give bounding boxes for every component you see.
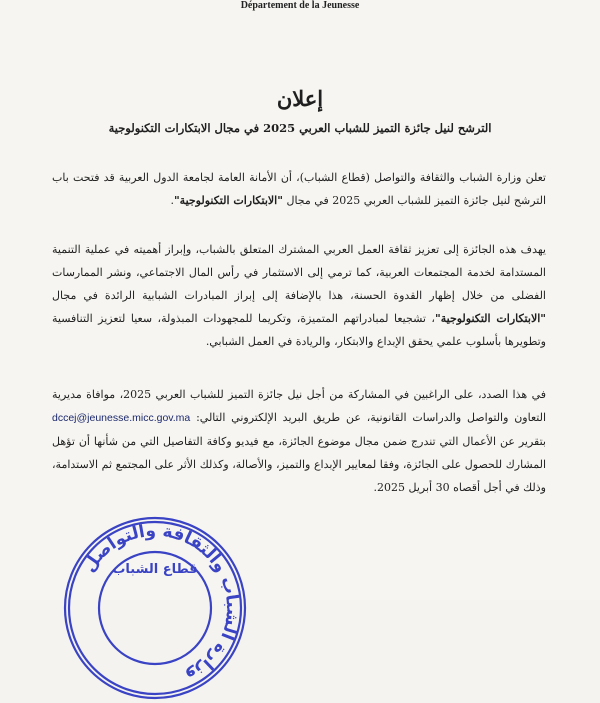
paragraph-application-text: في هذا الصدد، على الراغبين في المشاركة من أجل نيل جائزة التميز للشباب العربي 2025، موافاة مديرية التعاون والتواصل والدراسات القانونية، عن طريق البريد الإلكتروني التالي: [52, 388, 546, 424]
paragraph-objectives-end: ، تشجيعا لمبادراتهم المتميزة، وتكريما للمجهودات المبذولة، سعيا لتعزيز التنافسية وتطويرها بأسلوب علمي يحقق الإبداع والابتكار، والريادة في العمل الشبابي. [52, 312, 546, 348]
department-header: Département de la Jeunesse [240, 0, 360, 11]
announcement-subtitle: الترشح لنيل جائزة التميز للشباب العربي 2025 في مجال الابتكارات التكنولوجية [108, 121, 492, 135]
stamp-outer-ring [65, 518, 245, 698]
stamp-ring-textpath: وزارة الشباب والثقافة والتواصل [79, 520, 243, 687]
paragraph-objectives [52, 238, 546, 353]
paragraph-application-end: بتقرير عن الأعمال التي تندرج ضمن مجال موضوع الجائزة، مع فيديو وكافة التفاصيل التي من شأنها أن تؤهل المشارك للحصول على الجائزة، وفقا لمعايير الإبداع والتميز، والأصالة، وكذلك الأثر على المجتمع ثم الاستدامة، وذلك في أجل أقصاه 30 أبريل 2025. [52, 435, 546, 494]
paragraph-objectives-text: يهدف هذه الجائزة إلى تعزيز ثقافة العمل العربي المشترك المتعلق بالشباب، وإبراز أهميته في عملية التنمية المستدامة لخدمة المجتمعات العربية، كما ترمي إلى الاستثمار في رأس المال الاجتماعي، ونشر الممارسات الفضلى من خلال إظهار القدوة الحسنة، هذا بالإضافة إلى إبراز المبادرات الشبابية الرائدة في مجال [52, 243, 546, 302]
paragraph-intro-end: . [170, 194, 174, 207]
paragraph-intro [52, 166, 546, 212]
stamp-center-text: قطاع الشباب [112, 562, 198, 577]
paragraph-intro-text: تعلن وزارة الشباب والثقافة والتواصل (قطاع الشباب)، أن الأمانة العامة لجامعة الدول العربية قد فتحت باب الترشح لنيل جائزة التميز للشباب العربي 2025 في مجال [52, 171, 546, 207]
official-stamp [60, 513, 250, 703]
email-link[interactable]: dccej@jeunesse.micc.gov.ma [52, 412, 191, 424]
announcement-title: إعلان [276, 86, 324, 111]
paragraph-objectives-bold: "الابتكارات التكنولوجية" [435, 312, 546, 325]
stamp-ring-text [79, 521, 242, 687]
paragraph-intro-bold: "الابتكارات التكنولوجية" [173, 194, 283, 207]
paragraph-application [52, 383, 546, 499]
